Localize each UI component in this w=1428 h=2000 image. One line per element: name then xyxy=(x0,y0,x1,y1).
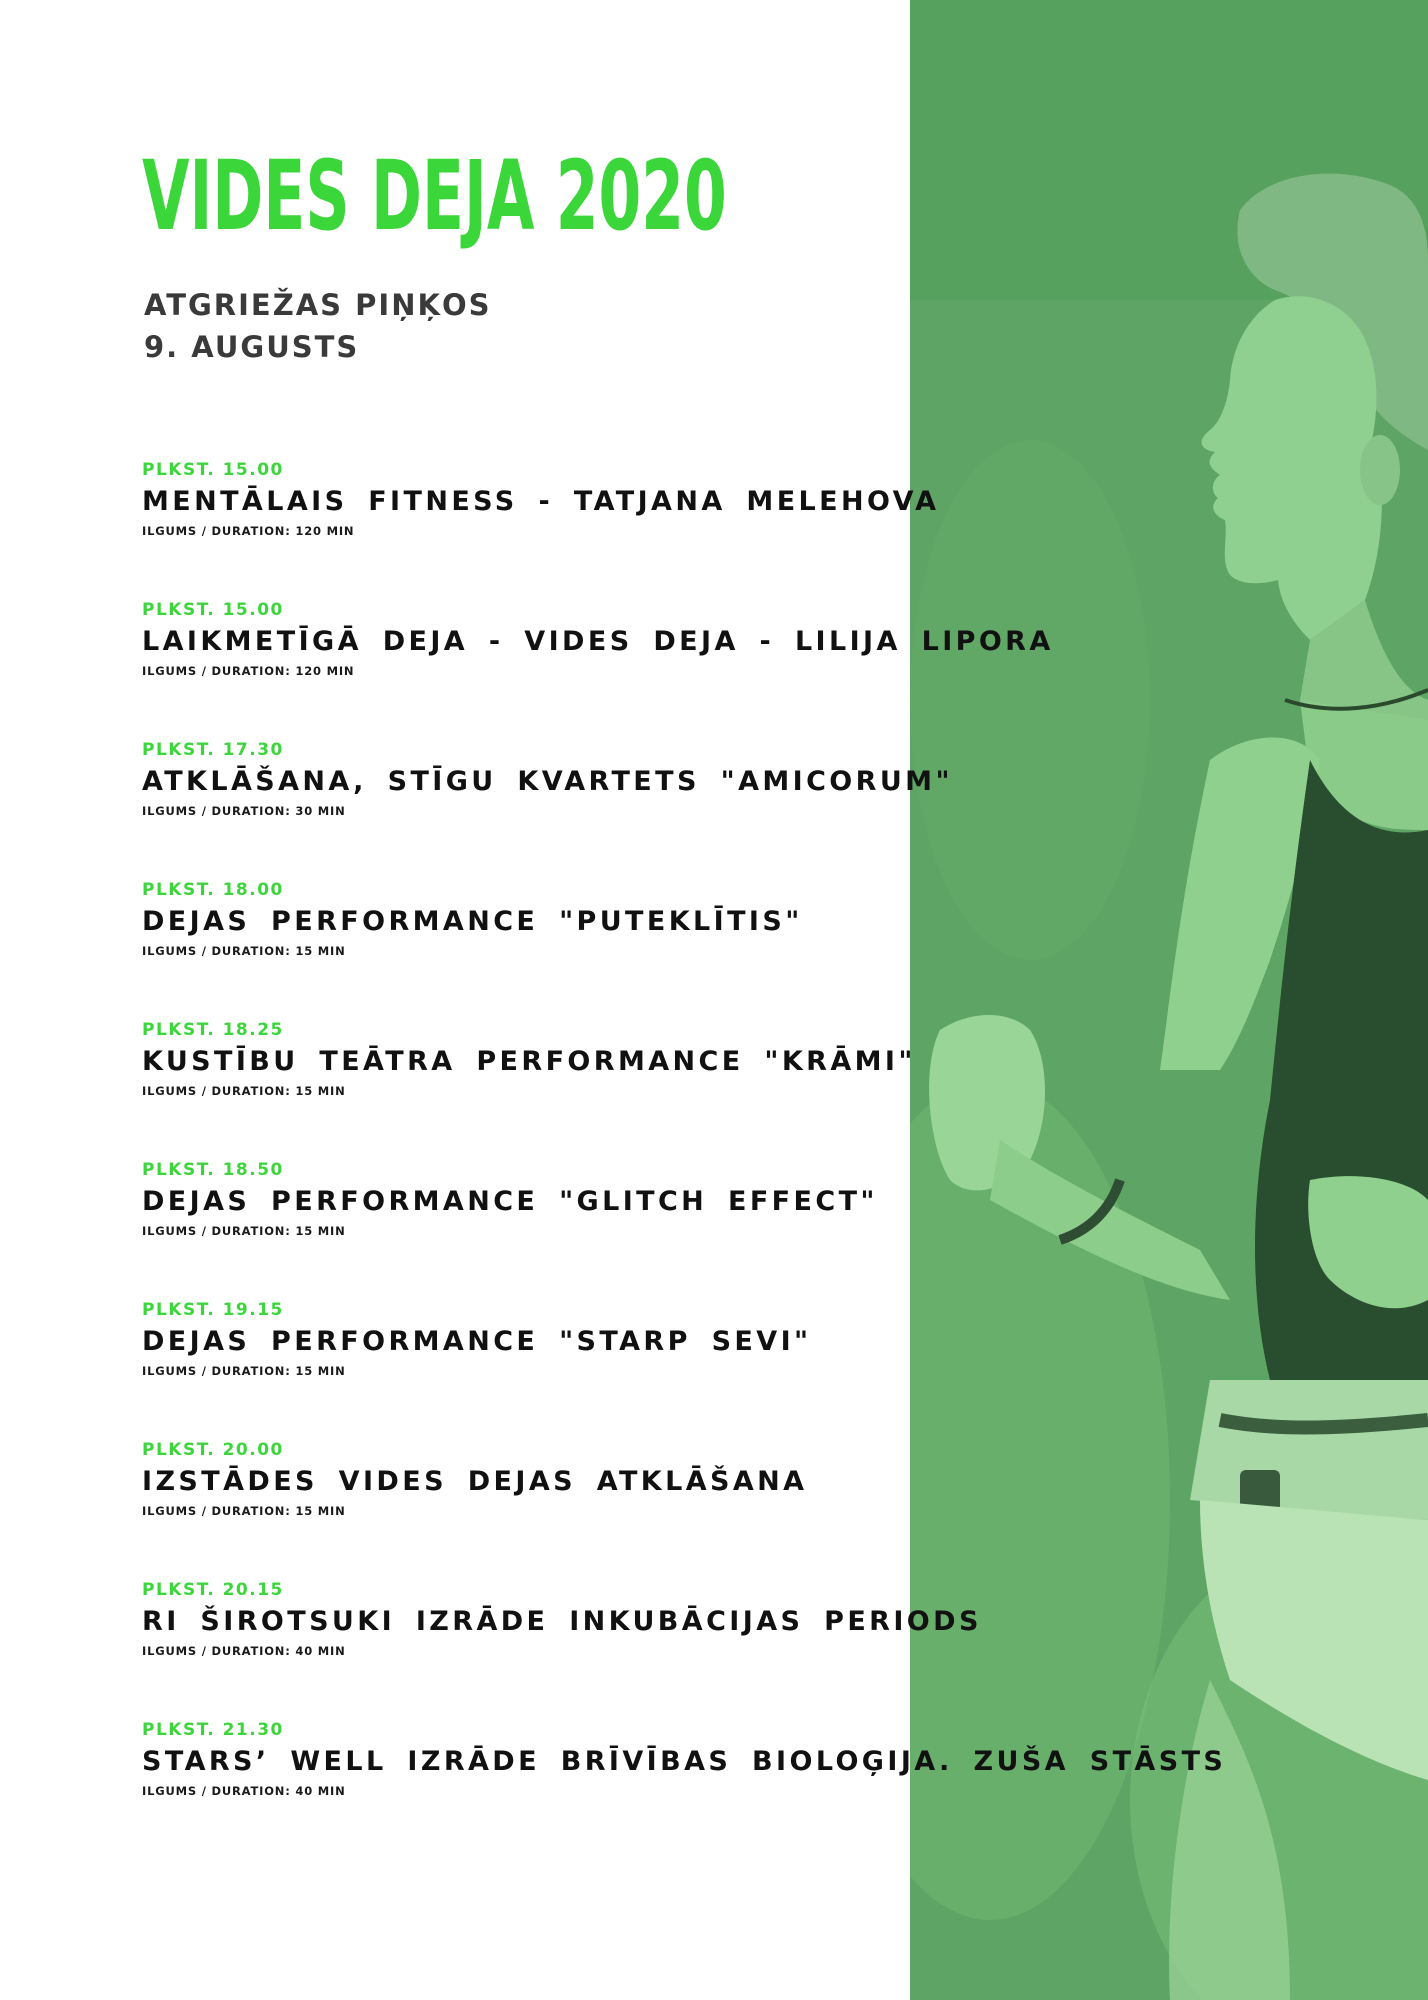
date-line: 9. AUGUSTS xyxy=(144,330,360,364)
event-time: PLKST. 20.15 xyxy=(142,1580,284,1600)
event-duration: ILGUMS / DURATION: 15 MIN xyxy=(142,1084,346,1098)
schedule-item xyxy=(142,1159,1342,1299)
schedule-item xyxy=(142,1579,1342,1719)
event-title: ATKLĀŠANA, STĪGU KVARTETS "AMICORUM" xyxy=(142,766,953,797)
event-schedule xyxy=(142,459,1342,1859)
event-title: RI ŠIROTSUKI IZRĀDE INKUBĀCIJAS PERIODS xyxy=(142,1606,982,1637)
schedule-item xyxy=(142,1299,1342,1439)
schedule-item xyxy=(142,1719,1342,1859)
event-title: MENTĀLAIS FITNESS - TATJANA MELEHOVA xyxy=(142,486,940,517)
schedule-item xyxy=(142,879,1342,1019)
event-duration: ILGUMS / DURATION: 15 MIN xyxy=(142,1364,346,1378)
event-duration: ILGUMS / DURATION: 30 MIN xyxy=(142,804,346,818)
event-title: LAIKMETĪGĀ DEJA - VIDES DEJA - LILIJA LIPORA xyxy=(142,626,1054,657)
schedule-item xyxy=(142,1019,1342,1159)
schedule-item xyxy=(142,739,1342,879)
event-duration: ILGUMS / DURATION: 15 MIN xyxy=(142,1504,346,1518)
event-title: IZSTĀDES VIDES DEJAS ATKLĀŠANA xyxy=(142,1466,808,1497)
schedule-item xyxy=(142,599,1342,739)
poster-subtitle xyxy=(144,284,492,368)
event-duration: ILGUMS / DURATION: 40 MIN xyxy=(142,1784,346,1798)
event-time: PLKST. 20.00 xyxy=(142,1440,284,1460)
event-title: DEJAS PERFORMANCE "PUTEKLĪTIS" xyxy=(142,906,803,937)
event-duration: ILGUMS / DURATION: 40 MIN xyxy=(142,1644,346,1658)
location-line: ATGRIEŽAS PIŅĶOS xyxy=(144,288,492,322)
event-time: PLKST. 18.00 xyxy=(142,880,284,900)
event-duration: ILGUMS / DURATION: 120 MIN xyxy=(142,524,355,538)
event-duration: ILGUMS / DURATION: 15 MIN xyxy=(142,944,346,958)
event-time: PLKST. 18.50 xyxy=(142,1160,284,1180)
event-time: PLKST. 15.00 xyxy=(142,460,284,480)
event-time: PLKST. 17.30 xyxy=(142,740,284,760)
event-title: DEJAS PERFORMANCE "GLITCH EFFECT" xyxy=(142,1186,878,1217)
schedule-item xyxy=(142,459,1342,599)
event-duration: ILGUMS / DURATION: 15 MIN xyxy=(142,1224,346,1238)
event-title: DEJAS PERFORMANCE "STARP SEVI" xyxy=(142,1326,812,1357)
schedule-item xyxy=(142,1439,1342,1579)
event-duration: ILGUMS / DURATION: 120 MIN xyxy=(142,664,355,678)
event-time: PLKST. 15.00 xyxy=(142,600,284,620)
event-time: PLKST. 21.30 xyxy=(142,1720,284,1740)
poster-title: VIDES DEJA 2020 xyxy=(142,140,727,252)
event-time: PLKST. 19.15 xyxy=(142,1300,284,1320)
event-title: KUSTĪBU TEĀTRA PERFORMANCE "KRĀMI" xyxy=(142,1046,916,1077)
event-title: STARS’ WELL IZRĀDE BRĪVĪBAS BIOLOĢIJA. ZUŠA STĀSTS xyxy=(142,1746,1227,1777)
event-time: PLKST. 18.25 xyxy=(142,1020,284,1040)
